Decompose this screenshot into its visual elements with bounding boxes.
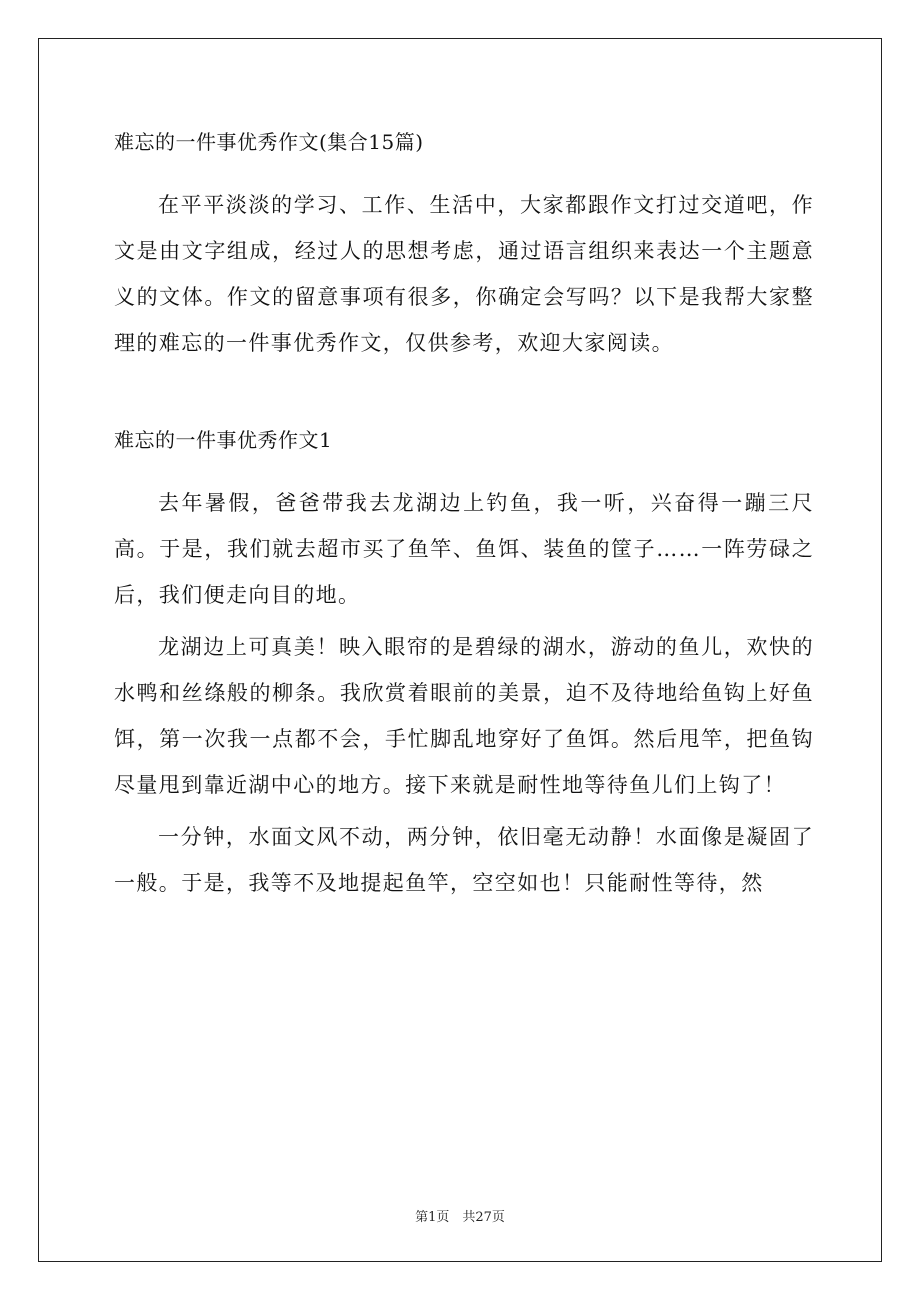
document-body [114, 122, 814, 906]
section-title: 难忘的一件事优秀作文1 [114, 428, 333, 452]
intro-paragraph: 在平平淡淡的学习、工作、生活中，大家都跟作文打过交道吧，作文是由文字组成，经过人的思想考虑，通过语言组织来表达一个主题意义的文体。作文的留意事项有很多，你确定会写吗？以下是我帮大家整理的难忘的一件事优秀作文，仅供参考，欢迎大家阅读。 [114, 193, 814, 355]
body-paragraph: 龙湖边上可真美！映入眼帘的是碧绿的湖水，游动的鱼儿，欢快的水鸭和丝绦般的柳条。我欣赏着眼前的美景，迫不及待地给鱼钩上好鱼饵，第一次我一点都不会，手忙脚乱地穿好了鱼饵。然后甩竿，把鱼钩尽量甩到靠近湖中心的地方。接下来就是耐性地等待鱼儿们上钩了！ [114, 635, 814, 797]
body-paragraph: 去年暑假，爸爸带我去龙湖边上钓鱼，我一听，兴奋得一蹦三尺高。于是，我们就去超市买了鱼竿、鱼饵、装鱼的筐子……一阵劳碌之后，我们便走向目的地。 [114, 491, 814, 607]
document-title: 难忘的一件事优秀作文(集合15篇) [114, 130, 424, 154]
body-paragraph: 一分钟，水面文风不动，两分钟，依旧毫无动静！水面像是凝固了一般。于是，我等不及地提起鱼竿，空空如也！只能耐性等待，然 [114, 825, 814, 895]
page-number: 第1页 共27页 [415, 1210, 505, 1225]
